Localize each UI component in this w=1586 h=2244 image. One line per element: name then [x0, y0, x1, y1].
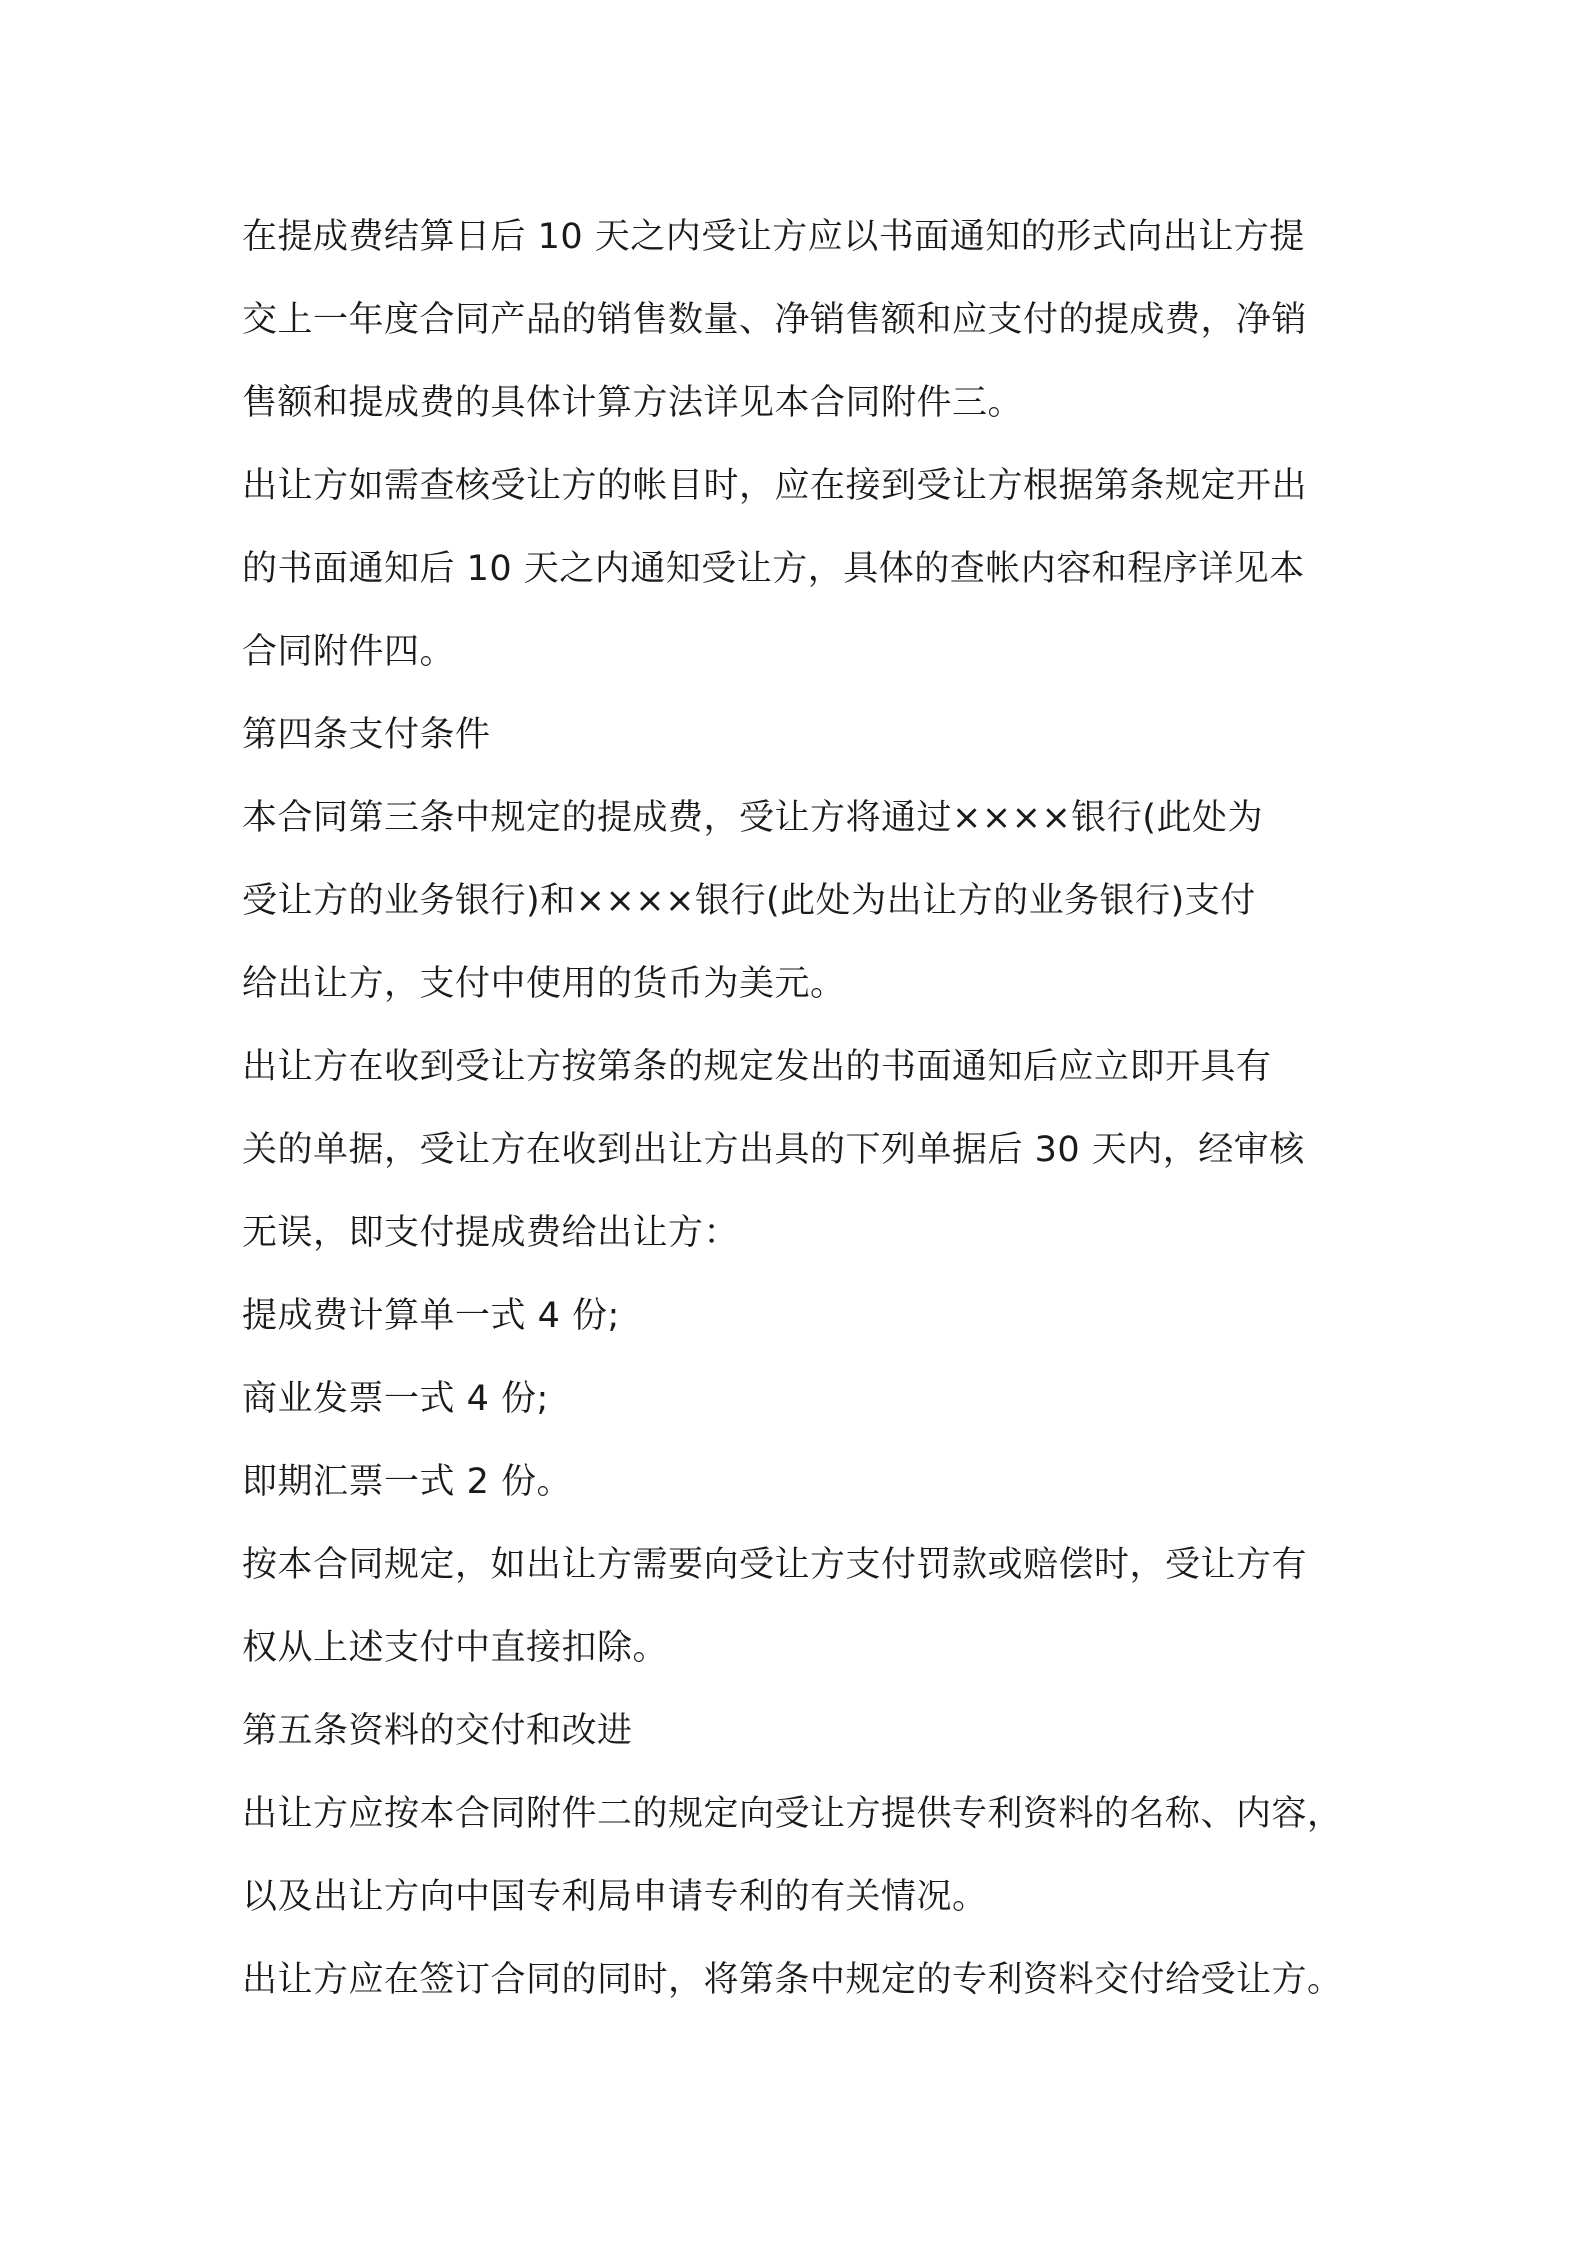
text-line: 给出让方，支付中使用的货币为美元。 [242, 964, 846, 1004]
list-item: 商业发票一式 4 份; [242, 1379, 549, 1419]
section-heading: 第五条资料的交付和改进 [242, 1711, 633, 1751]
text-line: 按本合同规定，如出让方需要向受让方支付罚款或赔偿时，受让方有 [242, 1545, 1308, 1585]
text-line: 以及出让方向中国专利局申请专利的有关情况。 [242, 1877, 988, 1917]
document-body [242, 196, 1387, 2022]
text-line: 出让方应在签订合同的同时，将第条中规定的专利资料交付给受让方。 [242, 1960, 1343, 2000]
list-item: 提成费计算单一式 4 份; [242, 1296, 620, 1336]
text-line: 本合同第三条中规定的提成费，受让方将通过××××银行(此处为 [242, 798, 1263, 838]
text-line: 出让方在收到受让方按第条的规定发出的书面通知后应立即开具有 [242, 1047, 1272, 1087]
text-line: 无误，即支付提成费给出让方： [242, 1213, 740, 1253]
text-line: 交上一年度合同产品的销售数量、净销售额和应支付的提成费，净销 [242, 300, 1308, 340]
text-line: 合同附件四。 [242, 632, 456, 672]
text-line: 出让方如需查核受让方的帐目时，应在接到受让方根据第条规定开出 [242, 466, 1308, 506]
text-line: 出让方应按本合同附件二的规定向受让方提供专利资料的名称、内容， [242, 1794, 1343, 1834]
text-line: 在提成费结算日后 10 天之内受让方应以书面通知的形式向出让方提 [242, 217, 1305, 257]
list-item: 即期汇票一式 2 份。 [242, 1462, 573, 1502]
text-line: 的书面通知后 10 天之内通知受让方，具体的查帐内容和程序详见本 [242, 549, 1305, 589]
text-line: 受让方的业务银行)和××××银行(此处为出让方的业务银行)支付 [242, 881, 1256, 921]
text-line: 关的单据，受让方在收到出让方出具的下列单据后 30 天内，经审核 [242, 1130, 1305, 1170]
text-line: 售额和提成费的具体计算方法详见本合同附件三。 [242, 383, 1024, 423]
section-heading: 第四条支付条件 [242, 715, 491, 755]
text-line: 权从上述支付中直接扣除。 [242, 1628, 669, 1668]
